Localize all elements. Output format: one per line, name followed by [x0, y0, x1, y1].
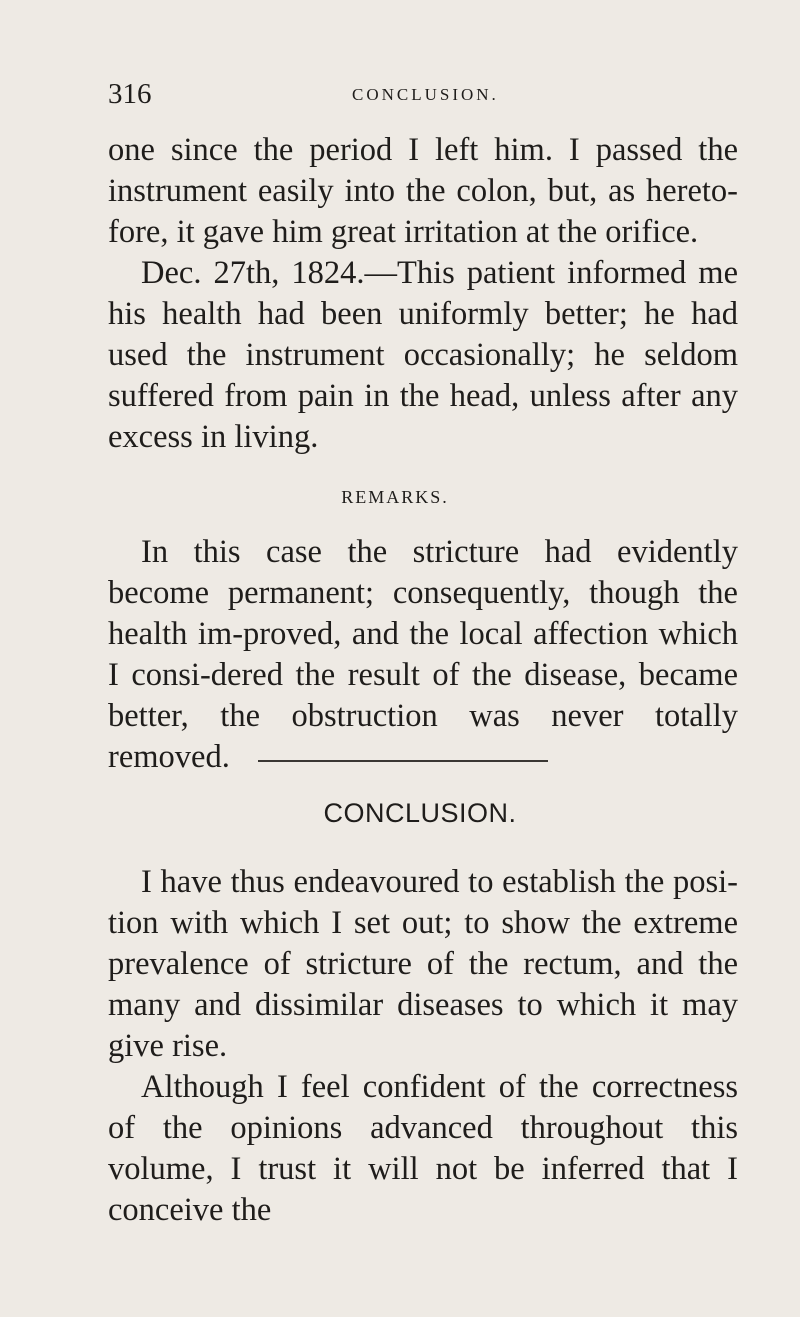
page-number: 316: [108, 78, 152, 110]
paragraph-dated-entry: Dec. 27th, 1824.—This patient informed me his health had been uniformly better; he had used the instrument occasionally; he seldom suffered from pain in the head, unless after any excess in living.: [108, 255, 738, 455]
conclusion-paragraph: I have thus endeavoured to establish the posi-tion with which I set out; to show the extreme prevalence of stricture of the rectum, and the many and dissimilar diseases to which it may give rise.: [108, 864, 738, 1064]
conclusion-section: [108, 862, 738, 1231]
paragraph-continuation: one since the period I left him. I passed the instrument easily into the colon, but, as hereto-fore, it gave him great irritation at the orifice.: [108, 132, 738, 250]
case-notes: [108, 130, 738, 458]
running-head: [108, 76, 708, 112]
conclusion-heading: CONCLUSION.: [323, 798, 517, 828]
section-divider: [258, 760, 548, 762]
conclusion-paragraph: Although I feel confident of the correctness of the opinions advanced throughout this volume, I trust it will not be inferred that I conceive the: [108, 1069, 738, 1228]
remarks-section: [108, 532, 738, 778]
remarks-paragraph: In this case the stricture had evidently become permanent; consequently, though the health im-proved, and the local affection which I consi-dered the result of the disease, became better, the obstruction was never totally removed.: [108, 534, 738, 775]
remarks-heading: REMARKS.: [341, 487, 449, 507]
running-title: CONCLUSION.: [352, 85, 499, 104]
